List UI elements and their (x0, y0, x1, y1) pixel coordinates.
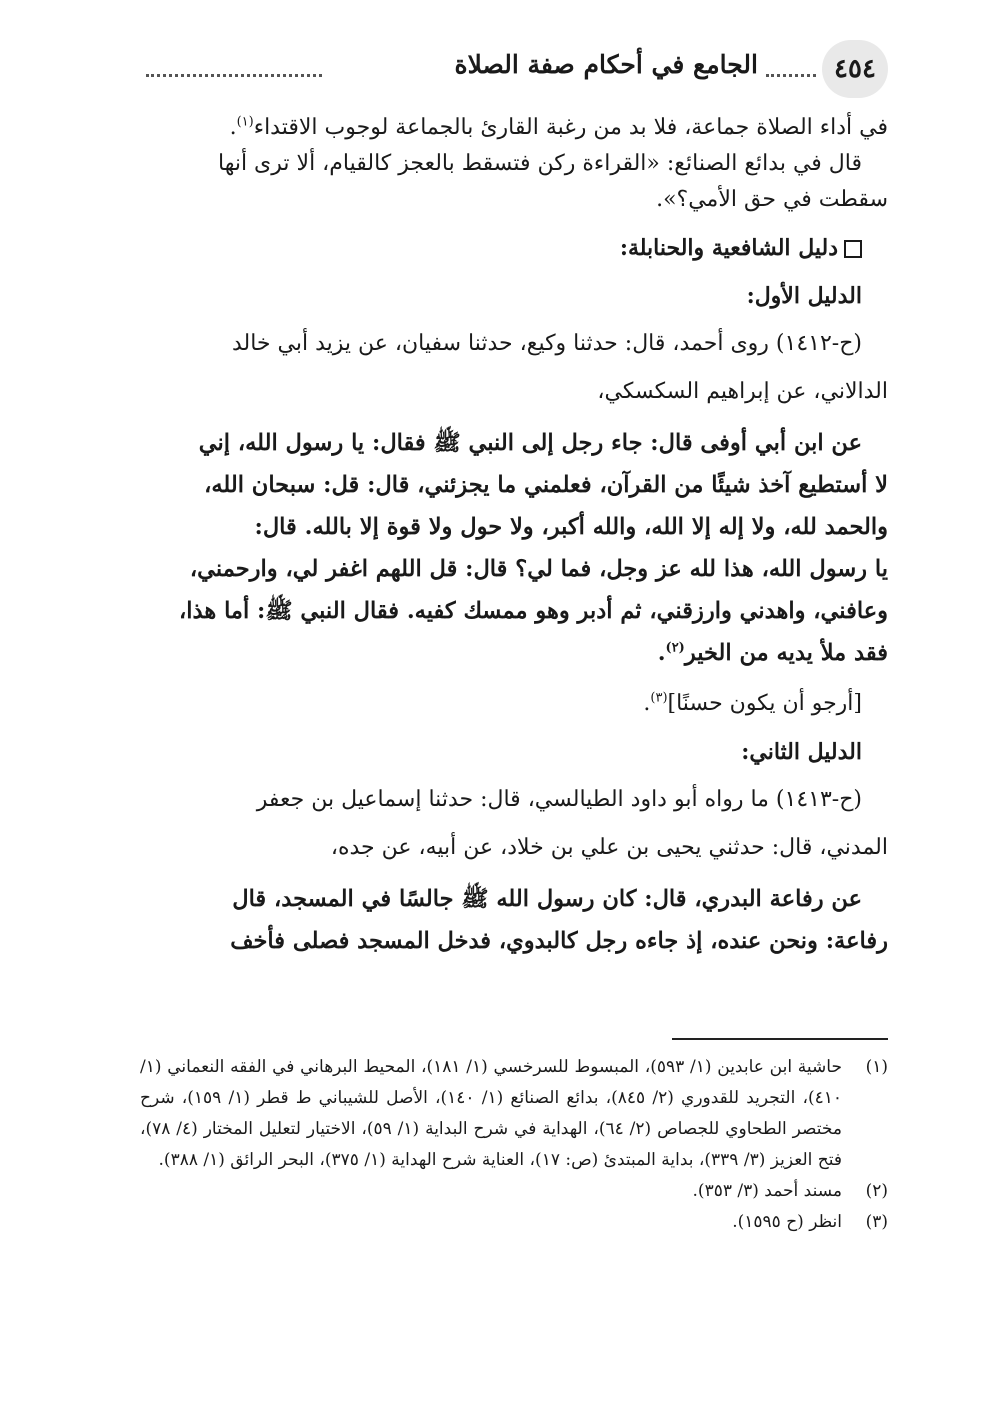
footnote-text: انظر (ح ١٥٩٥). (732, 1212, 842, 1232)
section-heading-text: دليل الشافعية والحنابلة: (619, 235, 838, 261)
book-title: الجامع في أحكام صفة الصلاة (454, 50, 758, 79)
hadith-line: رفاعة: ونحن عنده، إذ جاءه رجل كالبدوي، فدخل المسجد فصلى فأخف (230, 928, 888, 954)
text-span: فقد ملأ يديه من الخير (684, 640, 888, 666)
punctuation: . (229, 115, 237, 140)
hadith-line: لا أستطيع آخذ شيئًا من القرآن، فعلمني ما يجزئني، قال: قل: سبحان الله، (204, 472, 888, 498)
hadith-line: يا رسول الله، هذا لله عز وجل، فما لي؟ قال: قل اللهم اغفر لي، وارحمني، (189, 556, 888, 582)
page-number: ٤٥٤ (834, 54, 876, 84)
quote-line: سقطت في حق الأمي؟». (656, 187, 888, 212)
footnote-text: مسند أحمد (٣/ ٣٥٣). (692, 1181, 842, 1201)
quote-line: قال في بدائع الصنائع: «القراءة ركن فتسقط بالعجز كالقيام، ألا ترى أنها (217, 151, 862, 176)
page-number-badge (822, 40, 888, 98)
evidence-heading-2: الدليل الثاني: (741, 739, 862, 765)
isnad-line: (ح-١٤١٢) روى أحمد، قال: حدثنا وكيع، حدثنا سفيان، عن يزيد أبي خالد (231, 331, 862, 356)
footnote-3 (140, 1207, 888, 1238)
punctuation: . (657, 640, 666, 666)
hadith-line: وعافني، واهدني وارزقني، ثم أدبر وهو ممسك كفيه. فقال النبي ﷺ: أما هذا، (179, 598, 888, 624)
hadith-line: عن رفاعة البدري، قال: كان رسول الله ﷺ جالسًا في المسجد، قال (232, 886, 862, 912)
page-header (140, 40, 888, 104)
evidence-heading-1: الدليل الأول: (746, 283, 862, 309)
header-dotted-leader-left (146, 74, 322, 77)
footnote-ref-1[interactable]: (١) (236, 114, 254, 130)
footnote-number: (٣) (865, 1212, 888, 1232)
footnotes (140, 1052, 888, 1238)
footnote-2 (140, 1176, 888, 1207)
footnote-1 (140, 1052, 888, 1176)
isnad-line: المدني، قال: حدثني يحيى بن علي بن خلاد، عن أبيه، عن جده، (330, 835, 888, 860)
footnote-number: (٢) (865, 1181, 888, 1201)
main-text (140, 110, 888, 962)
hadith-line: والحمد لله، ولا إله إلا الله، والله أكبر، ولا حول ولا قوة إلا بالله. قال: (254, 514, 888, 540)
grading (140, 686, 888, 722)
text-span: في أداء الصلاة جماعة، فلا بد من رغبة القارئ بالجماعة لوجوب الاقتداء (253, 115, 888, 140)
header-dotted-leader-right (766, 74, 816, 77)
footnote-ref-2[interactable]: (٢) (665, 640, 685, 656)
square-bullet-icon (844, 240, 862, 258)
footnote-divider (672, 1038, 888, 1040)
isnad-line: الدالاني، عن إبراهيم السكسكي، (597, 379, 888, 404)
hadith-line (140, 632, 888, 674)
hadith-line: عن ابن أبي أوفى قال: جاء رجل إلى النبي ﷺ فقال: يا رسول الله، إني (198, 430, 862, 456)
footnote-text: حاشية ابن عابدين (١/ ٥٩٣)، المبسوط للسرخسي (١/ ١٨١)، المحيط البرهاني في الفقه النعماني (١/ ٤١٠)، التجريد للقدوري (٢/ ٨٤٥)، بدائع الصنائع (١/ ١٤٠)، الأصل للشيباني ط قطر (١/ ١٥٩)، شرح مختصر الطحاوي للجصاص (٢/ ٦٤)، الهداية في شرح البداية (١/ ٥٩)، الاختيار لتعليل المختار (٤/ ٧٨)، فتح العزيز (٣/ ٣٣٩)، بداية المبتدئ (ص: ١٧)، العناية شرح الهداية (١/ ٣٧٥)، البحر الرائق (١/ ٣٨٨). (140, 1057, 842, 1170)
section-heading (140, 230, 888, 266)
isnad-line: (ح-١٤١٣) ما رواه أبو داود الطيالسي، قال: حدثنا إسماعيل بن جعفر (256, 787, 862, 812)
text-span: [أرجو أن يكون حسنًا] (667, 691, 862, 716)
footnote-ref-3[interactable]: (٣) (650, 690, 668, 706)
punctuation: . (643, 691, 651, 716)
paragraph (140, 110, 888, 146)
footnote-number: (١) (865, 1057, 888, 1077)
